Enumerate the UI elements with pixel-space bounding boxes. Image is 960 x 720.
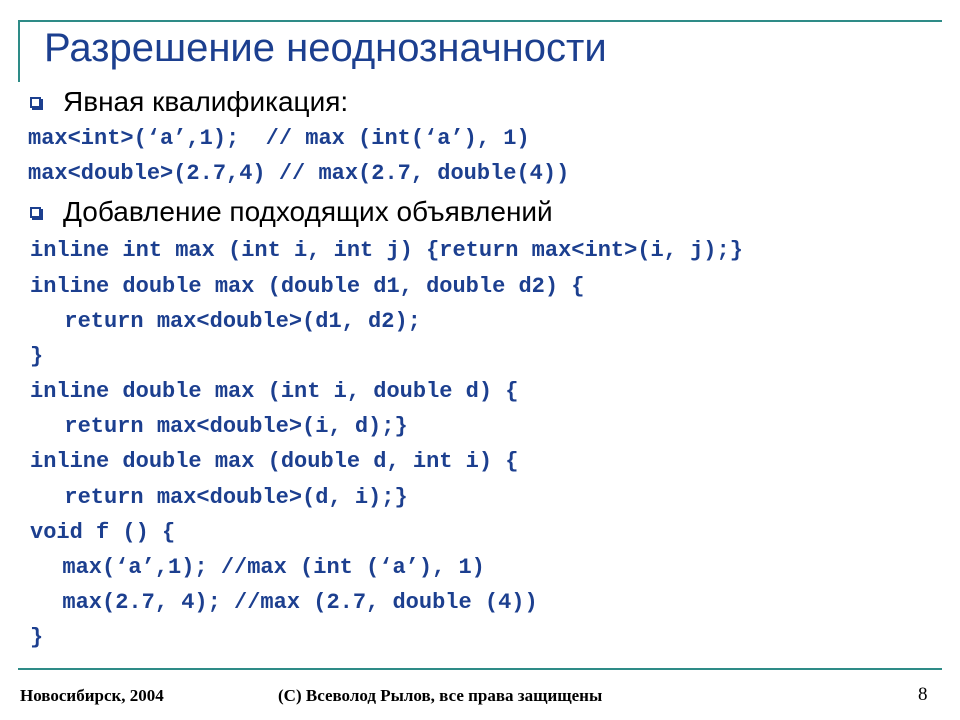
bullet-add-declarations bbox=[28, 196, 553, 228]
code-line: max<double>(2.7,4) // max(2.7, double(4)) bbox=[28, 161, 570, 186]
code-line: } bbox=[30, 344, 44, 369]
square-bullet-icon bbox=[30, 207, 41, 218]
bullet-explicit-qualification bbox=[28, 86, 348, 118]
page-number: 8 bbox=[918, 684, 928, 705]
code-line: inline int max (int i, int j) {return max<int>(i, j);} bbox=[30, 238, 743, 263]
frame-bottom-line bbox=[18, 668, 942, 670]
code-line: max<int>(‘a’,1); // max (int(‘a’), 1) bbox=[28, 126, 530, 151]
code-line: max(2.7, 4); //max (2.7, double (4)) bbox=[36, 590, 538, 615]
code-line: return max<double>(i, d);} bbox=[38, 414, 408, 439]
code-line: return max<double>(d1, d2); bbox=[38, 309, 421, 334]
footer-copyright: (C) Всеволод Рылов, все права защищены bbox=[278, 686, 603, 705]
slide-title: Разрешение неоднозначности bbox=[44, 26, 607, 70]
frame-left-line bbox=[18, 20, 20, 82]
square-bullet-icon bbox=[30, 97, 41, 108]
code-line: inline double max (int i, double d) { bbox=[30, 379, 519, 404]
code-line: void f () { bbox=[30, 520, 176, 545]
frame-top-line bbox=[18, 20, 942, 22]
bullet-text: Явная квалификация: bbox=[63, 86, 349, 117]
code-line: max(‘a’,1); //max (int (‘a’), 1) bbox=[36, 555, 485, 580]
bullet-text: Добавление подходящих объявлений bbox=[63, 196, 553, 227]
footer-location-year: Новосибирск, 2004 bbox=[20, 686, 164, 705]
code-line: return max<double>(d, i);} bbox=[38, 485, 408, 510]
code-line: inline double max (double d1, double d2) { bbox=[30, 274, 585, 299]
code-line: inline double max (double d, int i) { bbox=[30, 449, 519, 474]
code-line: } bbox=[30, 625, 44, 650]
